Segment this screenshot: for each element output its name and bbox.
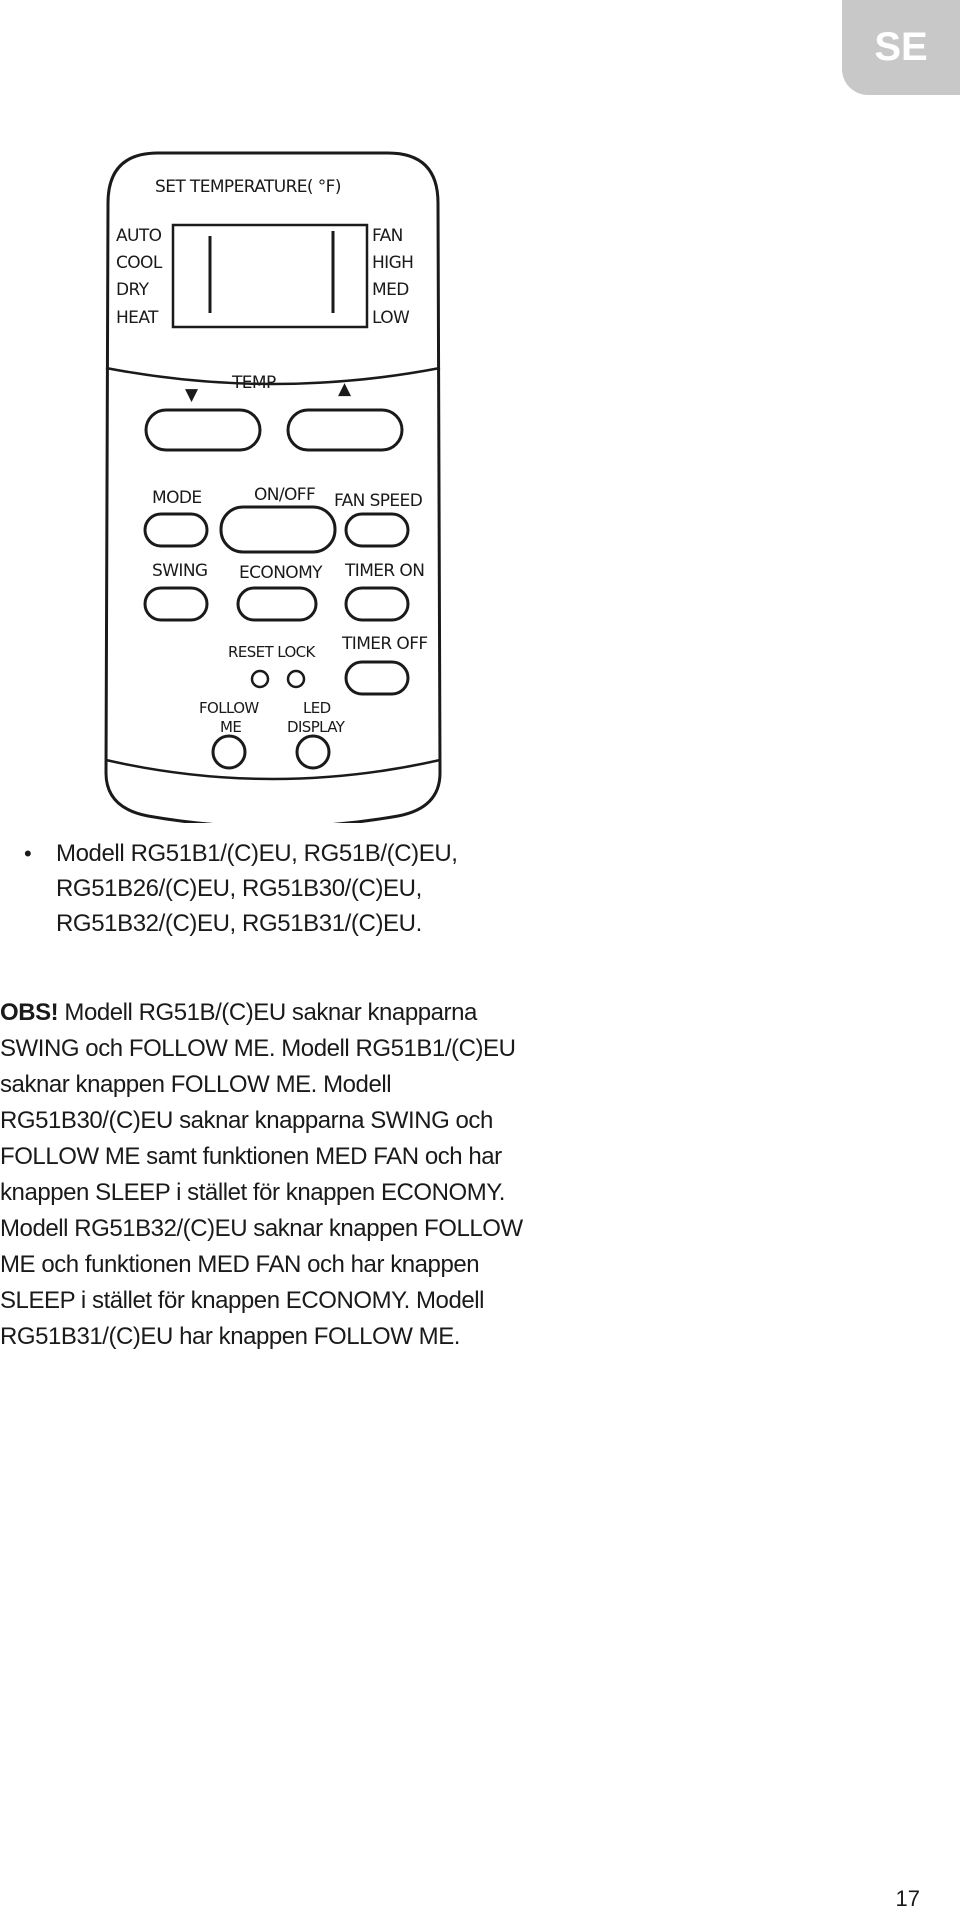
temp-label: TEMP [232, 373, 276, 393]
fan-med-label: MED [372, 280, 409, 300]
fan-low-label: LOW [372, 308, 410, 328]
mode-cool-label: COOL [116, 253, 162, 273]
timer-off-button-label: TIMER OFF [342, 634, 428, 654]
note-label: OBS! [0, 999, 59, 1026]
fan-speed-button-label: FAN SPEED [334, 491, 423, 511]
swing-button-label: SWING [152, 561, 208, 581]
fan-speed-button[interactable] [346, 514, 408, 546]
mode-auto-label: AUTO [116, 226, 162, 246]
mode-heat-label: HEAT [116, 308, 158, 328]
timer-on-button-label: TIMER ON [345, 561, 425, 581]
model-list-text: Modell RG51B1/(C)EU, RG51B/(C)EU, RG51B26/(C)EU, RG51B30/(C)EU, RG51B32/(C)EU, RG51B31/(C)EU. [56, 840, 458, 937]
mode-dry-label: DRY [116, 280, 149, 300]
fan-high-label: HIGH [372, 253, 414, 273]
timer-on-button[interactable] [346, 588, 408, 620]
on-off-button-label: ON/OFF [254, 485, 316, 505]
set-temperature-label: SET TEMPERATURE( °F) [155, 177, 341, 197]
reset-hole[interactable] [252, 671, 268, 687]
follow-me-label-line2: ME [220, 718, 242, 736]
reset-lock-label: RESET LOCK [228, 643, 315, 661]
follow-me-label-line1: FOLLOW [199, 699, 259, 717]
temp-down-button[interactable] [146, 410, 260, 450]
temp-down-arrow-icon: ▼ [185, 385, 198, 405]
economy-button[interactable] [238, 588, 316, 620]
language-tab-label: SE [874, 25, 928, 69]
led-display-button[interactable] [297, 736, 329, 768]
remote-control-illustration [98, 148, 448, 823]
lcd-screen [173, 225, 367, 327]
language-tab [842, 0, 960, 95]
bullet-symbol: • [24, 841, 32, 866]
mode-button[interactable] [145, 514, 207, 546]
led-display-label-line1: LED [303, 699, 331, 717]
remote-bottom-band [106, 760, 440, 779]
on-off-button[interactable] [221, 507, 335, 552]
note-text: Modell RG51B/(C)EU saknar knapparna SWING och FOLLOW ME. Modell RG51B1/(C)EU saknar knappen FOLLOW ME. Modell RG51B30/(C)EU saknar knapparna SWING och FOLLOW ME samt funktionen MED FAN och har knappen SLEEP i stället för knappen ECONOMY. Modell RG51B32/(C)EU saknar knappen FOLLOW ME och funktionen MED FAN och har knappen SLEEP i stället för knappen ECONOMY. Modell RG51B31/(C)EU har knappen FOLLOW ME. [0, 999, 523, 1350]
timer-off-button[interactable] [346, 662, 408, 694]
remote-control-svg [98, 148, 448, 823]
fan-label: FAN [372, 226, 403, 246]
temp-up-button[interactable] [288, 410, 402, 450]
lock-hole[interactable] [288, 671, 304, 687]
mode-button-label: MODE [152, 488, 202, 508]
led-display-label-line2: DISPLAY [287, 718, 345, 736]
temp-up-arrow-icon: ▲ [338, 379, 351, 399]
page-number: 17 [895, 1886, 920, 1911]
note-paragraph [0, 995, 545, 1355]
swing-button[interactable] [145, 588, 207, 620]
economy-button-label: ECONOMY [239, 563, 322, 583]
follow-me-button[interactable] [213, 736, 245, 768]
